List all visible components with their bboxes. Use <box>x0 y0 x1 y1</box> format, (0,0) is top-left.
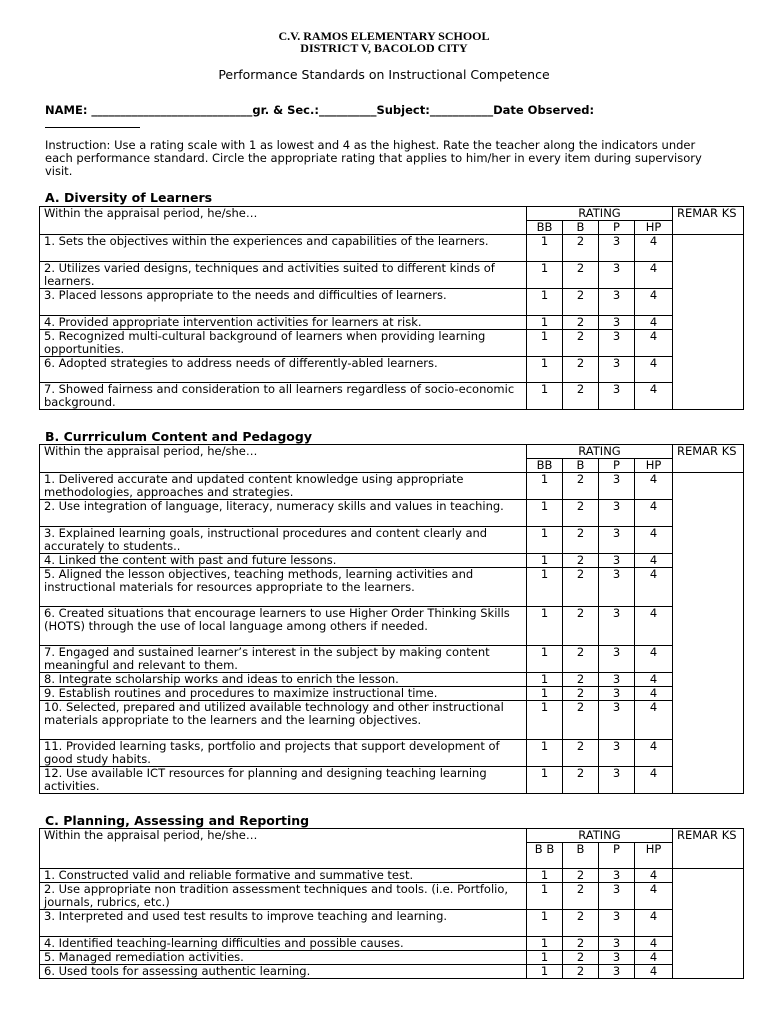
date-observed-blank <box>45 117 140 128</box>
rating-option[interactable]: 1 <box>527 910 563 937</box>
rating-option[interactable]: 3 <box>599 330 635 357</box>
rating-option[interactable]: 4 <box>635 383 673 410</box>
rating-option[interactable]: 1 <box>527 687 563 701</box>
table-row <box>40 740 744 767</box>
table-row <box>40 527 744 554</box>
rating-option[interactable]: 1 <box>527 767 563 794</box>
rating-option[interactable]: 2 <box>563 687 599 701</box>
rating-option[interactable]: 3 <box>599 687 635 701</box>
rating-option[interactable]: 1 <box>527 701 563 740</box>
rating-option[interactable]: 3 <box>599 607 635 646</box>
remarks-cell[interactable] <box>673 235 744 410</box>
rating-option[interactable]: 3 <box>599 646 635 673</box>
table-row <box>40 330 744 357</box>
rating-option[interactable]: 2 <box>563 289 599 316</box>
indicator-text: 1. Delivered accurate and updated content knowledge using appropriate methodologies, approaches and strategies. <box>40 473 527 500</box>
table-header-row <box>40 445 744 459</box>
rating-header: RATING <box>527 829 673 843</box>
rating-option[interactable]: 1 <box>527 235 563 262</box>
rating-option[interactable]: 1 <box>527 473 563 500</box>
table-row <box>40 673 744 687</box>
section-b-title: B. Currriculum Content and Pedagogy <box>45 429 312 444</box>
rating-option[interactable]: 4 <box>635 500 673 527</box>
table-row <box>40 473 744 500</box>
rating-option[interactable]: 2 <box>563 235 599 262</box>
rating-option[interactable]: 3 <box>599 883 635 910</box>
indicator-text: 12. Use available ICT resources for planning and designing teaching learning activities. <box>40 767 527 794</box>
indicator-text: 4. Linked the content with past and future lessons. <box>40 554 527 568</box>
rating-option[interactable]: 3 <box>599 701 635 740</box>
rating-option[interactable]: 3 <box>599 568 635 607</box>
table-row <box>40 289 744 316</box>
indicator-text: 4. Provided appropriate intervention activities for learners at risk. <box>40 316 527 330</box>
rating-option[interactable]: 2 <box>563 316 599 330</box>
rating-option[interactable]: 1 <box>527 951 563 965</box>
table-row <box>40 383 744 410</box>
rating-option[interactable]: 1 <box>527 965 563 979</box>
rating-header: RATING <box>527 445 673 459</box>
appraisal-period-header: Within the appraisal period, he/she… <box>40 829 527 869</box>
rating-option[interactable]: 4 <box>635 607 673 646</box>
rating-option[interactable]: 2 <box>563 500 599 527</box>
school-name: C.V. RAMOS ELEMENTARY SCHOOL <box>278 29 490 43</box>
rating-option[interactable]: 1 <box>527 937 563 951</box>
table-row <box>40 500 744 527</box>
indicator-text: 7. Showed fairness and consideration to all learners regardless of socio-economic background. <box>40 383 527 410</box>
rating-option[interactable]: 1 <box>527 568 563 607</box>
rating-option[interactable]: 4 <box>635 357 673 383</box>
rating-option[interactable]: 2 <box>563 883 599 910</box>
rating-option[interactable]: 4 <box>635 554 673 568</box>
rating-option[interactable]: 2 <box>563 383 599 410</box>
section-c-table <box>39 828 744 979</box>
rating-option[interactable]: 4 <box>635 910 673 937</box>
indicator-text: 7. Engaged and sustained learner’s interest in the subject by making content meaningful and relevant to them. <box>40 646 527 673</box>
remarks-header: REMAR KS <box>673 445 744 473</box>
rating-option[interactable]: 1 <box>527 383 563 410</box>
table-row <box>40 869 744 883</box>
indicator-text: 3. Interpreted and used test results to improve teaching and learning. <box>40 910 527 937</box>
rating-option[interactable]: 1 <box>527 554 563 568</box>
rating-option[interactable]: 1 <box>527 262 563 289</box>
rating-option[interactable]: 2 <box>563 262 599 289</box>
table-row <box>40 554 744 568</box>
rating-option[interactable]: 2 <box>563 869 599 883</box>
section-a-table <box>39 206 744 410</box>
rating-option[interactable]: 4 <box>635 646 673 673</box>
appraisal-period-header: Within the appraisal period, he/she… <box>40 207 527 235</box>
rating-option[interactable]: 4 <box>635 937 673 951</box>
rating-option[interactable]: 2 <box>563 554 599 568</box>
rating-option[interactable]: 3 <box>599 951 635 965</box>
table-row <box>40 951 744 965</box>
table-row <box>40 607 744 646</box>
rating-option[interactable]: 4 <box>635 740 673 767</box>
rating-option[interactable]: 4 <box>635 883 673 910</box>
section-c-title: C. Planning, Assessing and Reporting <box>45 813 310 828</box>
rating-scale-label: P <box>599 459 635 473</box>
rating-option[interactable]: 1 <box>527 869 563 883</box>
rating-option[interactable]: 3 <box>599 673 635 687</box>
section-a-title: A. Diversity of Learners <box>45 190 213 205</box>
rating-option[interactable]: 2 <box>563 673 599 687</box>
indicator-text: 3. Explained learning goals, instructional procedures and content clearly and accurately to students.. <box>40 527 527 554</box>
rating-option[interactable]: 1 <box>527 883 563 910</box>
rating-scale-label: P <box>599 843 635 869</box>
rating-scale-label: HP <box>635 843 673 869</box>
rating-option[interactable]: 2 <box>563 473 599 500</box>
rating-scale-label: BB <box>527 459 563 473</box>
rating-option[interactable]: 3 <box>599 740 635 767</box>
rating-option[interactable]: 3 <box>599 262 635 289</box>
rating-option[interactable]: 4 <box>635 235 673 262</box>
rating-option[interactable]: 2 <box>563 951 599 965</box>
rating-header: RATING <box>527 207 673 221</box>
table-row <box>40 701 744 740</box>
rating-scale-label: HP <box>635 459 673 473</box>
rating-option[interactable]: 3 <box>599 500 635 527</box>
table-header-row <box>40 829 744 843</box>
rating-option[interactable]: 3 <box>599 473 635 500</box>
table-row <box>40 357 744 383</box>
rating-option[interactable]: 1 <box>527 316 563 330</box>
table-row <box>40 687 744 701</box>
indicator-text: 3. Placed lessons appropriate to the needs and difficulties of learners. <box>40 289 527 316</box>
rating-scale-label: P <box>599 221 635 235</box>
indicator-text: 2. Use integration of language, literacy, numeracy skills and values in teaching. <box>40 500 527 527</box>
table-row <box>40 937 744 951</box>
indicator-text: 11. Provided learning tasks, portfolio and projects that support development of good study habits. <box>40 740 527 767</box>
rating-option[interactable]: 2 <box>563 910 599 937</box>
rating-option[interactable]: 2 <box>563 607 599 646</box>
table-row <box>40 883 744 910</box>
rating-option[interactable]: 1 <box>527 673 563 687</box>
remarks-cell[interactable] <box>673 473 744 794</box>
rating-scale-label: B <box>563 843 599 869</box>
instruction-text: Instruction: Use a rating scale with 1 as lowest and 4 as the highest. Rate the teacher along the indicators under each performance standard. Circle the appropriate rating that applies to him/her in every item during supervisory visit. <box>45 138 702 178</box>
rating-option[interactable]: 4 <box>635 262 673 289</box>
rating-option[interactable]: 1 <box>527 527 563 554</box>
remarks-header: REMAR KS <box>673 829 744 869</box>
rating-option[interactable]: 4 <box>635 330 673 357</box>
indicator-text: 9. Establish routines and procedures to maximize instructional time. <box>40 687 527 701</box>
remarks-header: REMAR KS <box>673 207 744 235</box>
rating-option[interactable]: 1 <box>527 357 563 383</box>
table-row <box>40 965 744 979</box>
rating-scale-label: HP <box>635 221 673 235</box>
rating-option[interactable]: 4 <box>635 701 673 740</box>
rating-option[interactable]: 2 <box>563 701 599 740</box>
rating-option[interactable]: 3 <box>599 235 635 262</box>
rating-option[interactable]: 3 <box>599 869 635 883</box>
indicator-text: 6. Adopted strategies to address needs of differently-abled learners. <box>40 357 527 383</box>
table-row <box>40 316 744 330</box>
rating-option[interactable]: 4 <box>635 673 673 687</box>
rating-option[interactable]: 3 <box>599 937 635 951</box>
rating-option[interactable]: 1 <box>527 607 563 646</box>
indicator-text: 1. Constructed valid and reliable formative and summative test. <box>40 869 527 883</box>
rating-scale-label: BB <box>527 221 563 235</box>
rating-option[interactable]: 2 <box>563 767 599 794</box>
section-b-table <box>39 444 744 794</box>
table-row <box>40 235 744 262</box>
rating-option[interactable]: 3 <box>599 965 635 979</box>
table-header-row <box>40 207 744 221</box>
observation-info-line: NAME: ____________________________gr. & Sec.:__________Subject:___________Date Observed: <box>45 103 595 117</box>
rating-option[interactable]: 4 <box>635 951 673 965</box>
indicator-text: 6. Used tools for assessing authentic learning. <box>40 965 527 979</box>
rating-option[interactable]: 2 <box>563 527 599 554</box>
rating-option[interactable]: 1 <box>527 330 563 357</box>
rating-option[interactable]: 4 <box>635 473 673 500</box>
rating-option[interactable]: 4 <box>635 316 673 330</box>
rating-option[interactable]: 2 <box>563 646 599 673</box>
rating-option[interactable]: 1 <box>527 740 563 767</box>
indicator-text: 1. Sets the objectives within the experiences and capabilities of the learners. <box>40 235 527 262</box>
rating-option[interactable]: 4 <box>635 687 673 701</box>
document-title: Performance Standards on Instructional Competence <box>218 67 550 82</box>
rating-option[interactable]: 3 <box>599 357 635 383</box>
indicator-text: 5. Aligned the lesson objectives, teaching methods, learning activities and instructional materials for resources appropriate to the learners. <box>40 568 527 607</box>
rating-option[interactable]: 2 <box>563 937 599 951</box>
rating-option[interactable]: 1 <box>527 289 563 316</box>
rating-scale-label: B B <box>527 843 563 869</box>
remarks-cell[interactable] <box>673 869 744 979</box>
table-row <box>40 646 744 673</box>
rating-option[interactable]: 3 <box>599 767 635 794</box>
rating-option[interactable]: 3 <box>599 554 635 568</box>
indicator-text: 2. Use appropriate non tradition assessment techniques and tools. (i.e. Portfolio, journals, rubrics, etc.) <box>40 883 527 910</box>
rating-option[interactable]: 3 <box>599 527 635 554</box>
rating-scale-label: B <box>563 221 599 235</box>
rating-option[interactable]: 4 <box>635 527 673 554</box>
rating-option[interactable]: 2 <box>563 568 599 607</box>
table-row <box>40 568 744 607</box>
rating-option[interactable]: 2 <box>563 965 599 979</box>
indicator-text: 10. Selected, prepared and utilized available technology and other instructional materials appropriate to the learners and the learning objectives. <box>40 701 527 740</box>
indicator-text: 5. Recognized multi-cultural background of learners when providing learning opportunities. <box>40 330 527 357</box>
rating-scale-label: B <box>563 459 599 473</box>
school-district: DISTRICT V, BACOLOD CITY <box>300 41 468 55</box>
rating-option[interactable]: 4 <box>635 869 673 883</box>
rating-option[interactable]: 2 <box>563 740 599 767</box>
rating-option[interactable]: 2 <box>563 357 599 383</box>
table-row <box>40 767 744 794</box>
rating-option[interactable]: 3 <box>599 383 635 410</box>
rating-option[interactable]: 4 <box>635 965 673 979</box>
appraisal-period-header: Within the appraisal period, he/she… <box>40 445 527 473</box>
indicator-text: 6. Created situations that encourage learners to use Higher Order Thinking Skills (HOTS) through the use of local language among others if needed. <box>40 607 527 646</box>
rating-option[interactable]: 2 <box>563 330 599 357</box>
table-row <box>40 910 744 937</box>
rating-option[interactable]: 4 <box>635 289 673 316</box>
rating-option[interactable]: 4 <box>635 767 673 794</box>
table-row <box>40 262 744 289</box>
rating-option[interactable]: 1 <box>527 646 563 673</box>
indicator-text: 4. Identified teaching-learning difficulties and possible causes. <box>40 937 527 951</box>
rating-option[interactable]: 1 <box>527 500 563 527</box>
indicator-text: 5. Managed remediation activities. <box>40 951 527 965</box>
rating-option[interactable]: 3 <box>599 910 635 937</box>
indicator-text: 2. Utilizes varied designs, techniques and activities suited to different kinds of learners. <box>40 262 527 289</box>
indicator-text: 8. Integrate scholarship works and ideas to enrich the lesson. <box>40 673 527 687</box>
rating-option[interactable]: 3 <box>599 316 635 330</box>
rating-option[interactable]: 4 <box>635 568 673 607</box>
rating-option[interactable]: 3 <box>599 289 635 316</box>
